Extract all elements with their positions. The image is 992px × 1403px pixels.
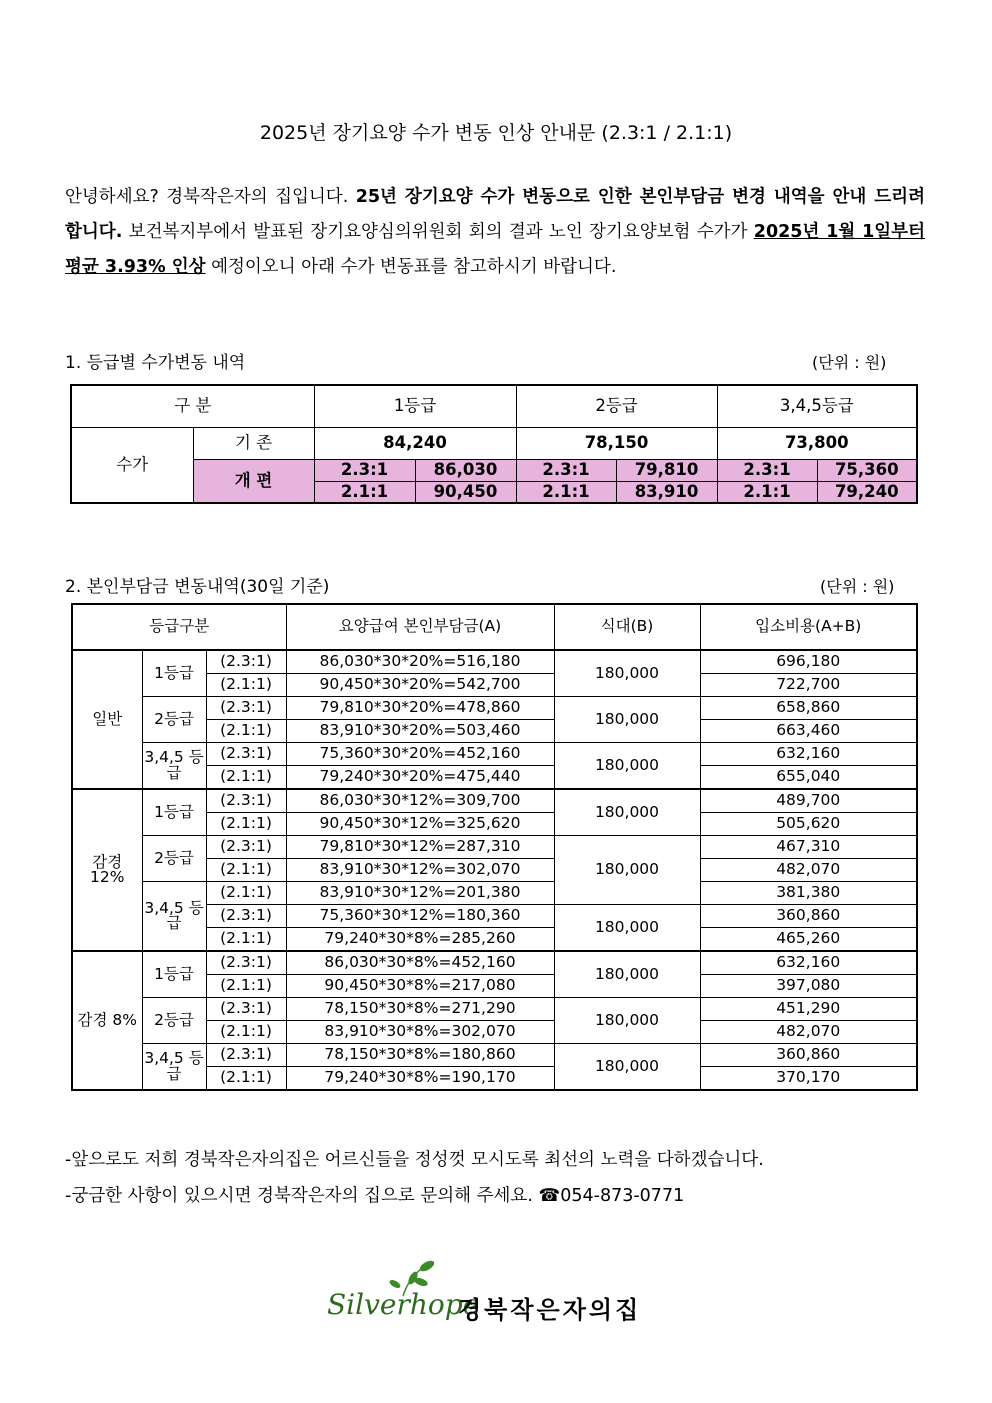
ratio-cell: (2.3:1) bbox=[206, 1044, 286, 1067]
ratio-cell: (2.3:1) bbox=[206, 743, 286, 766]
total-cell: 655,040 bbox=[700, 766, 917, 790]
meal-cell: 180,000 bbox=[554, 1044, 700, 1091]
header-meal: 식대(B) bbox=[554, 604, 700, 650]
ratio-cell: (2.1:1) bbox=[206, 859, 286, 882]
meal-cell: 180,000 bbox=[554, 650, 700, 697]
meal-cell: 180,000 bbox=[554, 951, 700, 998]
total-cell: 465,260 bbox=[700, 928, 917, 952]
logo-script-text: Silverhope bbox=[327, 1288, 480, 1321]
existing-label: 기 존 bbox=[193, 427, 314, 459]
ratio-cell: (2.1:1) bbox=[206, 674, 286, 697]
ratio-cell: (2.3:1) bbox=[206, 650, 286, 674]
ratio-cell: (2.1:1) bbox=[206, 720, 286, 743]
footer-line-2: -궁금한 사항이 있으시면 경북작은자의 집으로 문의해 주세요. ☎054-873-0771 bbox=[65, 1186, 685, 1206]
copay-cell: 86,030*30*12%=309,700 bbox=[286, 789, 554, 813]
header-grade1: 1등급 bbox=[314, 385, 516, 427]
group-label: 감경 8% bbox=[72, 951, 142, 1090]
total-cell: 489,700 bbox=[700, 789, 917, 813]
total-cell: 658,860 bbox=[700, 697, 917, 720]
revised-value: 75,360 bbox=[817, 459, 917, 481]
ratio-cell: (2.1:1) bbox=[206, 766, 286, 790]
copay-cell: 75,360*30*20%=452,160 bbox=[286, 743, 554, 766]
copay-cell: 75,360*30*12%=180,360 bbox=[286, 905, 554, 928]
header-copay: 요양급여 본인부담금(A) bbox=[286, 604, 554, 650]
intro-underline-text: 2025년 1월 1일부터 평균 3.93% 인상 bbox=[65, 222, 925, 277]
revised-value: 79,240 bbox=[817, 481, 917, 503]
grade-label: 1등급 bbox=[142, 789, 206, 836]
grade-label: 1등급 bbox=[142, 650, 206, 697]
copay-cell: 79,240*30*8%=190,170 bbox=[286, 1067, 554, 1091]
header-total: 입소비용(A+B) bbox=[700, 604, 917, 650]
total-cell: 397,080 bbox=[700, 975, 917, 998]
ratio-cell: (2.1:1) bbox=[206, 1021, 286, 1044]
grade-label: 3,4,5 등급 bbox=[142, 743, 206, 790]
revised-ratio: 2.3:1 bbox=[717, 459, 817, 481]
ratio-cell: (2.3:1) bbox=[206, 697, 286, 720]
section1-heading: 1. 등급별 수가변동 내역 bbox=[65, 353, 246, 373]
grade-label: 2등급 bbox=[142, 836, 206, 882]
header-grade345: 3,4,5등급 bbox=[717, 385, 917, 427]
copay-cell: 90,450*30*12%=325,620 bbox=[286, 813, 554, 836]
total-cell: 381,380 bbox=[700, 882, 917, 905]
grade-label: 3,4,5 등급 bbox=[142, 882, 206, 952]
total-cell: 722,700 bbox=[700, 674, 917, 697]
revised-ratio: 2.1:1 bbox=[314, 481, 415, 503]
meal-cell: 180,000 bbox=[554, 836, 700, 905]
revised-value: 79,810 bbox=[616, 459, 717, 481]
copay-cell: 90,450*30*8%=217,080 bbox=[286, 975, 554, 998]
ratio-cell: (2.3:1) bbox=[206, 789, 286, 813]
revised-ratio: 2.3:1 bbox=[314, 459, 415, 481]
group-label: 감경 12% bbox=[72, 789, 142, 951]
ratio-cell: (2.3:1) bbox=[206, 836, 286, 859]
copay-cell: 78,150*30*8%=180,860 bbox=[286, 1044, 554, 1067]
total-cell: 482,070 bbox=[700, 859, 917, 882]
total-cell: 360,860 bbox=[700, 1044, 917, 1067]
header-grade-category: 등급구분 bbox=[72, 604, 286, 650]
ratio-cell: (2.1:1) bbox=[206, 1067, 286, 1091]
total-cell: 482,070 bbox=[700, 1021, 917, 1044]
copay-cell: 86,030*30*8%=452,160 bbox=[286, 951, 554, 975]
copay-cell: 79,240*30*20%=475,440 bbox=[286, 766, 554, 790]
revised-ratio: 2.1:1 bbox=[516, 481, 616, 503]
grade-label: 1등급 bbox=[142, 951, 206, 998]
meal-cell: 180,000 bbox=[554, 697, 700, 743]
ratio-cell: (2.3:1) bbox=[206, 905, 286, 928]
meal-cell: 180,000 bbox=[554, 905, 700, 952]
copay-cell: 79,810*30*20%=478,860 bbox=[286, 697, 554, 720]
revised-ratio: 2.3:1 bbox=[516, 459, 616, 481]
total-cell: 696,180 bbox=[700, 650, 917, 674]
copay-cell: 90,450*30*20%=542,700 bbox=[286, 674, 554, 697]
revised-ratio: 2.1:1 bbox=[717, 481, 817, 503]
total-cell: 370,170 bbox=[700, 1067, 917, 1091]
section2-unit: (단위 : 원) bbox=[820, 577, 895, 596]
ratio-cell: (2.3:1) bbox=[206, 998, 286, 1021]
meal-cell: 180,000 bbox=[554, 998, 700, 1044]
intro-bold-text: 25년 장기요양 수가 변동으로 인한 본인부담금 변경 내역을 안내 드리려 합니다. bbox=[65, 187, 925, 242]
total-cell: 451,290 bbox=[700, 998, 917, 1021]
header-grade2: 2등급 bbox=[516, 385, 717, 427]
grade-label: 2등급 bbox=[142, 697, 206, 743]
copay-cell: 79,240*30*8%=285,260 bbox=[286, 928, 554, 952]
intro-text-1: 안녕하세요? 경북작은자의 집입니다. bbox=[65, 187, 356, 207]
existing-grade345: 73,800 bbox=[717, 427, 917, 459]
revised-label: 개 편 bbox=[193, 459, 314, 503]
revised-value: 86,030 bbox=[415, 459, 516, 481]
ratio-cell: (2.1:1) bbox=[206, 975, 286, 998]
grade-label: 3,4,5 등급 bbox=[142, 1044, 206, 1091]
ratio-cell: (2.1:1) bbox=[206, 882, 286, 905]
copay-cell: 83,910*30*20%=503,460 bbox=[286, 720, 554, 743]
copay-cell: 79,810*30*12%=287,310 bbox=[286, 836, 554, 859]
copay-cell: 83,910*30*12%=302,070 bbox=[286, 859, 554, 882]
meal-cell: 180,000 bbox=[554, 789, 700, 836]
intro-text-3: 예정이오니 아래 수가 변동표를 참고하시기 바랍니다. bbox=[205, 257, 617, 277]
revised-value: 90,450 bbox=[415, 481, 516, 503]
existing-grade1: 84,240 bbox=[314, 427, 516, 459]
header-category: 구 분 bbox=[71, 385, 314, 427]
total-cell: 632,160 bbox=[700, 951, 917, 975]
section2-heading: 2. 본인부담금 변동내역(30일 기준) bbox=[65, 577, 330, 597]
meal-cell: 180,000 bbox=[554, 743, 700, 790]
revised-value: 83,910 bbox=[616, 481, 717, 503]
intro-text-2: 보건복지부에서 발표된 장기요양심의위원회 회의 결과 노인 장기요양보험 수가가 bbox=[122, 222, 754, 242]
copay-cell: 83,910*30*12%=201,380 bbox=[286, 882, 554, 905]
total-cell: 505,620 bbox=[700, 813, 917, 836]
ratio-cell: (2.1:1) bbox=[206, 813, 286, 836]
group-label: 일반 bbox=[72, 650, 142, 789]
row-label-fee: 수가 bbox=[71, 427, 193, 503]
section1-unit: (단위 : 원) bbox=[812, 353, 887, 372]
copay-cell: 78,150*30*8%=271,290 bbox=[286, 998, 554, 1021]
grade-label: 2등급 bbox=[142, 998, 206, 1044]
total-cell: 360,860 bbox=[700, 905, 917, 928]
total-cell: 663,460 bbox=[700, 720, 917, 743]
copay-cell: 86,030*30*20%=516,180 bbox=[286, 650, 554, 674]
copay-change-table bbox=[71, 603, 918, 1091]
ratio-cell: (2.3:1) bbox=[206, 951, 286, 975]
copay-cell: 83,910*30*8%=302,070 bbox=[286, 1021, 554, 1044]
ratio-cell: (2.1:1) bbox=[206, 928, 286, 952]
logo-name: 경북작은자의집 bbox=[458, 1295, 642, 1324]
intro-paragraph bbox=[65, 180, 925, 285]
page-title: 2025년 장기요양 수가 변동 인상 안내문 (2.3:1 / 2.1:1) bbox=[259, 122, 733, 144]
fee-change-table bbox=[70, 384, 918, 504]
total-cell: 632,160 bbox=[700, 743, 917, 766]
footer-line-1: -앞으로도 저희 경북작은자의집은 어르신들을 정성껏 모시도록 최선의 노력을 다하겠습니다. bbox=[65, 1150, 764, 1170]
existing-grade2: 78,150 bbox=[516, 427, 717, 459]
total-cell: 467,310 bbox=[700, 836, 917, 859]
